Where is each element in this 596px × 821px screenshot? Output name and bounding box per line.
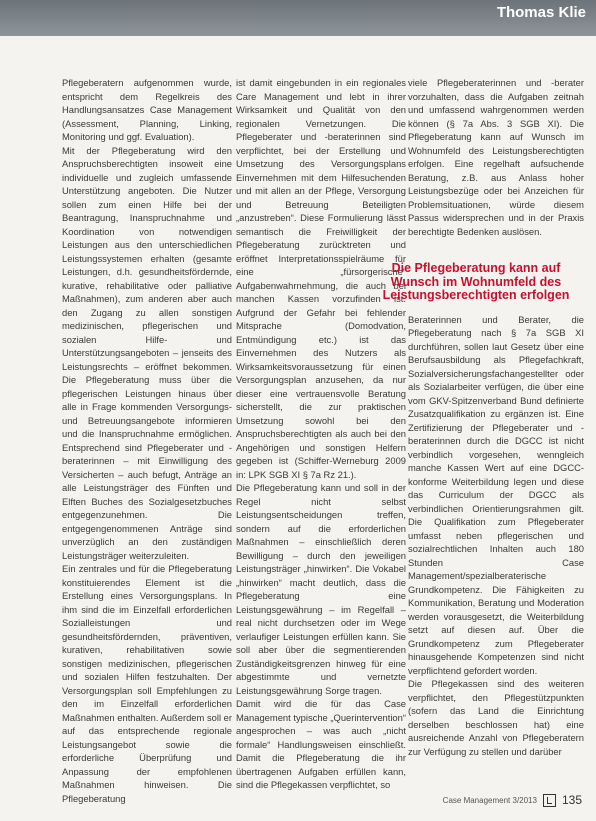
page-number: 135 [561,793,582,807]
header-bar [0,0,596,36]
paragraph: Die Pflegekassen sind des weiteren verpflichtet, den Pflegestützpunkten (sofern das Land die Einrichtung derselben beschlossen hat) eine ausreichende Anzahl von Pflegeberatern zur Verfügung zu stellen und darüber [408,678,584,757]
text-column-3 [382,76,584,758]
paragraph: Ein zentrales und für die Pflegeberatung konstituierendes Element ist die Erstellung eines Versorgungsplans. In ihm sind die im Einzelfall erforderlichen Sozialleistungen und gesundheitsfördernden, präventiven, kurativen, rehabilitativen sowie sonstigen medizinischen, pflegerischen und sozialen Hilfen festzuhalten. Der Versorgungsplan soll Empfehlungen zu den im Einzelfall erforderlichen Maßnahmen enthalten. Außerdem soll er auf das entsprechende regionale Leistungsangebot sowie die erforderliche Überprüfung und Anpassung der empfohlenen Maßnahmen hinweisen. Die Pflegeberatung [62,563,232,804]
paragraph: Die Pflegeberatung kann und soll in der Regel nicht selbst Leistungsentscheidungen treffen, sondern auf die erforderlichen Maßnahmen – einschließlich deren Bewilligung – durch den jeweiligen Leistungsträger „hinwirken“. Die Vokabel „hinwirken“ macht deutlich, dass die Pflegeberatung eine Leistungsgewährung – im Regelfall – real nicht durchsetzen oder im Wege verlaufiger Leistungen erfüllen kann. Sie soll aber über die segmentierenden Zuständigkeitsgrenzen hinweg für eine abgestimmte und vernetzte Leistungsgewährung Sorge tragen. [236,482,406,696]
paragraph: Damit wird die für das Case Management typische „Querintervention“ angesprochen – was auch „nicht formale“ Handlungsweisen einschließt. Damit die Pflegeberatung die ihr übertragenen Aufgaben erfüllen kann, sind die Pflegekassen verpflichtet, so [236,698,406,790]
column-3-upper [408,76,584,256]
journal-logo-icon [543,794,556,807]
paragraph: viele Pflegeberaterinnen und -berater vorzuhalten, dass die Aufgaben zeitnah und umfassend wahrgenommen werden können (§ 7a Abs. 3 SGB XI). Die Pflegeberatung kann auf Wunsch im Wohnumfeld des Leistungsberechtigten erfolgen. Eine regelhaft aufsuchende Beratung, z.B. aus Anlass hoher Leistungsbezüge oder bei Anzeichen für Problemsituationen, würde diesem Passus widersprechen und in der Praxis berechtigte Bedenken auslösen. [408,77,584,237]
pull-quote: Die Pflegeberatung kann auf Wunsch im Wohnumfeld des Leistungsberechtigten erfolgen [382,261,570,302]
author-name: Thomas Klie [496,4,586,21]
journal-name: Case Management 3/2013 [442,795,537,805]
paragraph: ist damit eingebunden in ein regionales Care Management und lebt in ihrer Wirksamkeit und Qualität von den regionalen Vernetzungen. Die Pflegeberater und -beraterinnen sind verpflichtet, bei der Erstellung und Umsetzung des Versorgungsplans Einvernehmen mit dem Hilfesuchenden und mit allen an der Pflege, Versorgung und Betreuung Beteiligten „anzustreben“. Diese Formulierung lässt semantisch die Freiwilligkeit der Pflegeberatung zurücktreten und eröffnet Interpretationsspielräume für eine „fürsorgerische“ Aufgabenwahrnehmung, die auch bei manchen Kassen vorzufinden ist. Aufgrund der Gefahr bei fehlender Mitsprache (Domodvation, Entmündigung etc.) ist das Einvernehmen des Nutzers als Wirksamkeitsvoraussetzung für einen Versorgungsplan anzusehen, da nur dieser eine vertrauensvolle Beratung sicherstellt, die zur praktischen Umsetzung sowohl bei den Anspruchsberechtigten als auch bei den Angehörigen und sonstigen Helfern gegeben ist (Schiffer-Werneburg 2009 in: LPK SGB XI § 7a Rz 21.). [236,77,406,480]
paragraph: Pflegeberatern aufgenommen wurde, entspricht dem Regelkreis des Handlungsansatzes Case Management (Assessment, Planning, Linking, Monitoring und ggf. Evaluation). [62,77,232,142]
paragraph: Mit der Pflegeberatung wird den Anspruchsberechtigten insoweit eine individuelle und zugleich umfassende Unterstützung angeboten. Die Nutzer sollen zum einen Hilfe bei der Beantragung, Inanspruchnahme und Koordination von notwendigen Leistungen aus den unterschiedlichen Leistungssystemen erhalten (gesamte Leistungen, d.h. gesundheitsfördernde, kurative, rehabilitative oder palliative Maßnahmen), zum anderen aber auch den Zugang zu allen sonstigen medizinischen, pflegerischen und sozialen Hilfe- und Unterstützungsangeboten – jenseits des Leistungsrechts – eröffnet bekommen. Die Pflegeberatung muss über die pflegerischen Leistungen hinaus über alle in Frage kommenden Versorgungs- und Betreuungsangebote informieren und die Inanspruchnahme ermöglichen. Entsprechend sind Pflegeberater und -beraterinnen – mit Einwilligung des Versicherten – auch befugt, Anträge an alle Leistungsträger des Fünften und Elften Buches des Sozialgesetzbuches entgegenzunehmen. Die entgegengenommenen Anträge sind unverzüglich an den zuständigen Leistungsträger weiterzuleiten. [62,144,232,561]
text-column-2 [236,76,406,792]
paragraph: Beraterinnen und Berater, die Pflegeberatung nach § 7a SGB XI durchführen, sollen laut Gesetz über eine Berufsausbildung als Pflegefachkraft, Sozialversicherungsfachangestellter oder als Sozialarbeiter verfügen, die über eine vom GKV-Spitzenverband Bund definierte Zusatzqualifikation zu ergänzen ist. Eine Zertifizierung der Pflegeberater und -beraterinnen durch die DGCC ist nicht verbindlich vorgesehen, wenngleich manche Kassen Wert auf eine DGCC-konforme Weiterbildung legen und diese das Curriculum der DGCC als verbindlichen Orientierungsrahmen gilt. Die Qualifikation zum Pflegeberater umfasst neben pflegerischen und sozialrechtlichen Inhalten auch 180 Stunden Case Management/spezialberaterische Grundkompetenz. Die Fähigkeiten zu Kommunikation, Beratung und Moderation werden vorausgesetzt, die Weiterbildung setzt auf diesen auf. Über die Grundkompetenz zum Pflegeberater hinausgehende Kompetenzen sind nicht verpflichtend gefordert worden. [408,313,584,676]
text-column-1 [62,76,232,805]
page-footer [443,793,582,807]
